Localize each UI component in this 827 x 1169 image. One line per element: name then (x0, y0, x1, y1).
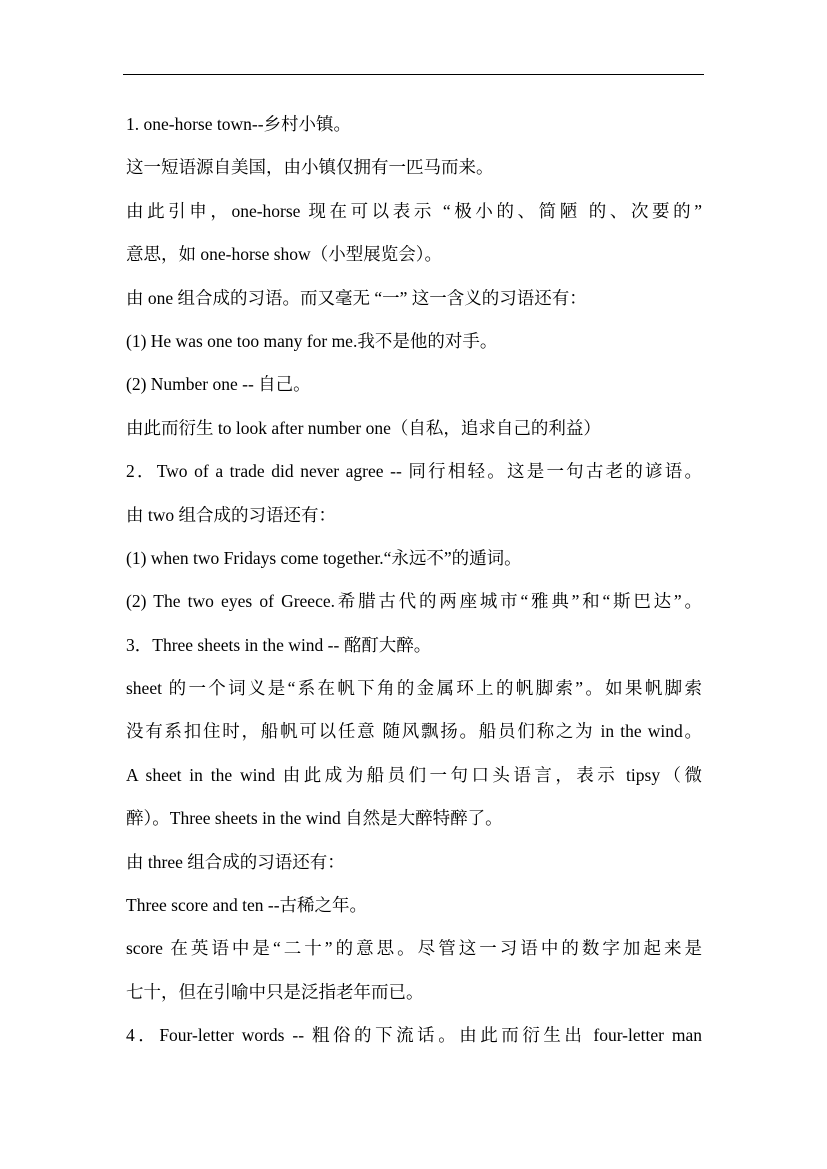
header-rule (123, 74, 704, 75)
text-line: (1) when two Fridays come together.“永远不”的遁词。 (126, 547, 522, 568)
text-line: 由 three 组合成的习语还有： (126, 851, 345, 872)
text-line: 没有系扣住时，船帆可以任意 随风飘扬。船员们称之为 in the wind。 (126, 721, 702, 742)
text-line: (1) He was one too many for me.我不是他的对手。 (126, 330, 498, 351)
text-line: 由 one 组合成的习语。而又毫无 “一” 这一含义的习语还有： (126, 287, 587, 308)
text-line: Three score and ten --古稀之年。 (126, 895, 368, 916)
text-line: 由 two 组合成的习语还有： (126, 504, 336, 525)
text-line: score 在英语中是“二十”的意思。尽管这一习语中的数字加起来是 (126, 938, 702, 959)
text-line: 4．Four-letter words -- 粗俗的下流话。由此而衍生出 four-letter man (126, 1025, 702, 1046)
text-line: 七十，但在引喻中只是泛指老年而已。 (126, 981, 424, 1002)
text-line: (2) The two eyes of Greece.希腊古代的两座城市“雅典”和“斯巴达”。 (126, 591, 702, 612)
document-body (126, 108, 702, 1063)
text-line: 2．Two of a trade did never agree -- 同行相轻。这是一句古老的谚语。 (126, 461, 702, 482)
text-line: 意思，如 one-horse show（小型展览会）。 (126, 244, 442, 265)
text-line: 1. one-horse town--乡村小镇。 (126, 114, 352, 134)
text-line: 由此引申，one-horse 现在可以表示 “极小的、简陋 的、次要的” (126, 200, 702, 221)
text-line: 由此而衍生 to look after number one（自私，追求自己的利益） (126, 417, 601, 438)
text-line: 3．Three sheets in the wind -- 酩酊大醉。 (126, 634, 432, 655)
text-line: A sheet in the wind 由此成为船员们一句口头语言，表示 tipsy（微 (126, 764, 702, 785)
text-line: (2) Number one -- 自己。 (126, 374, 311, 395)
text-line: sheet 的一个词义是“系在帆下角的金属环上的帆脚索”。如果帆脚索 (126, 678, 702, 699)
text-line: 这一短语源自美国，由小镇仅拥有一匹马而来。 (126, 157, 494, 178)
text-line: 醉）。Three sheets in the wind 自然是大醉特醉了。 (126, 808, 503, 829)
